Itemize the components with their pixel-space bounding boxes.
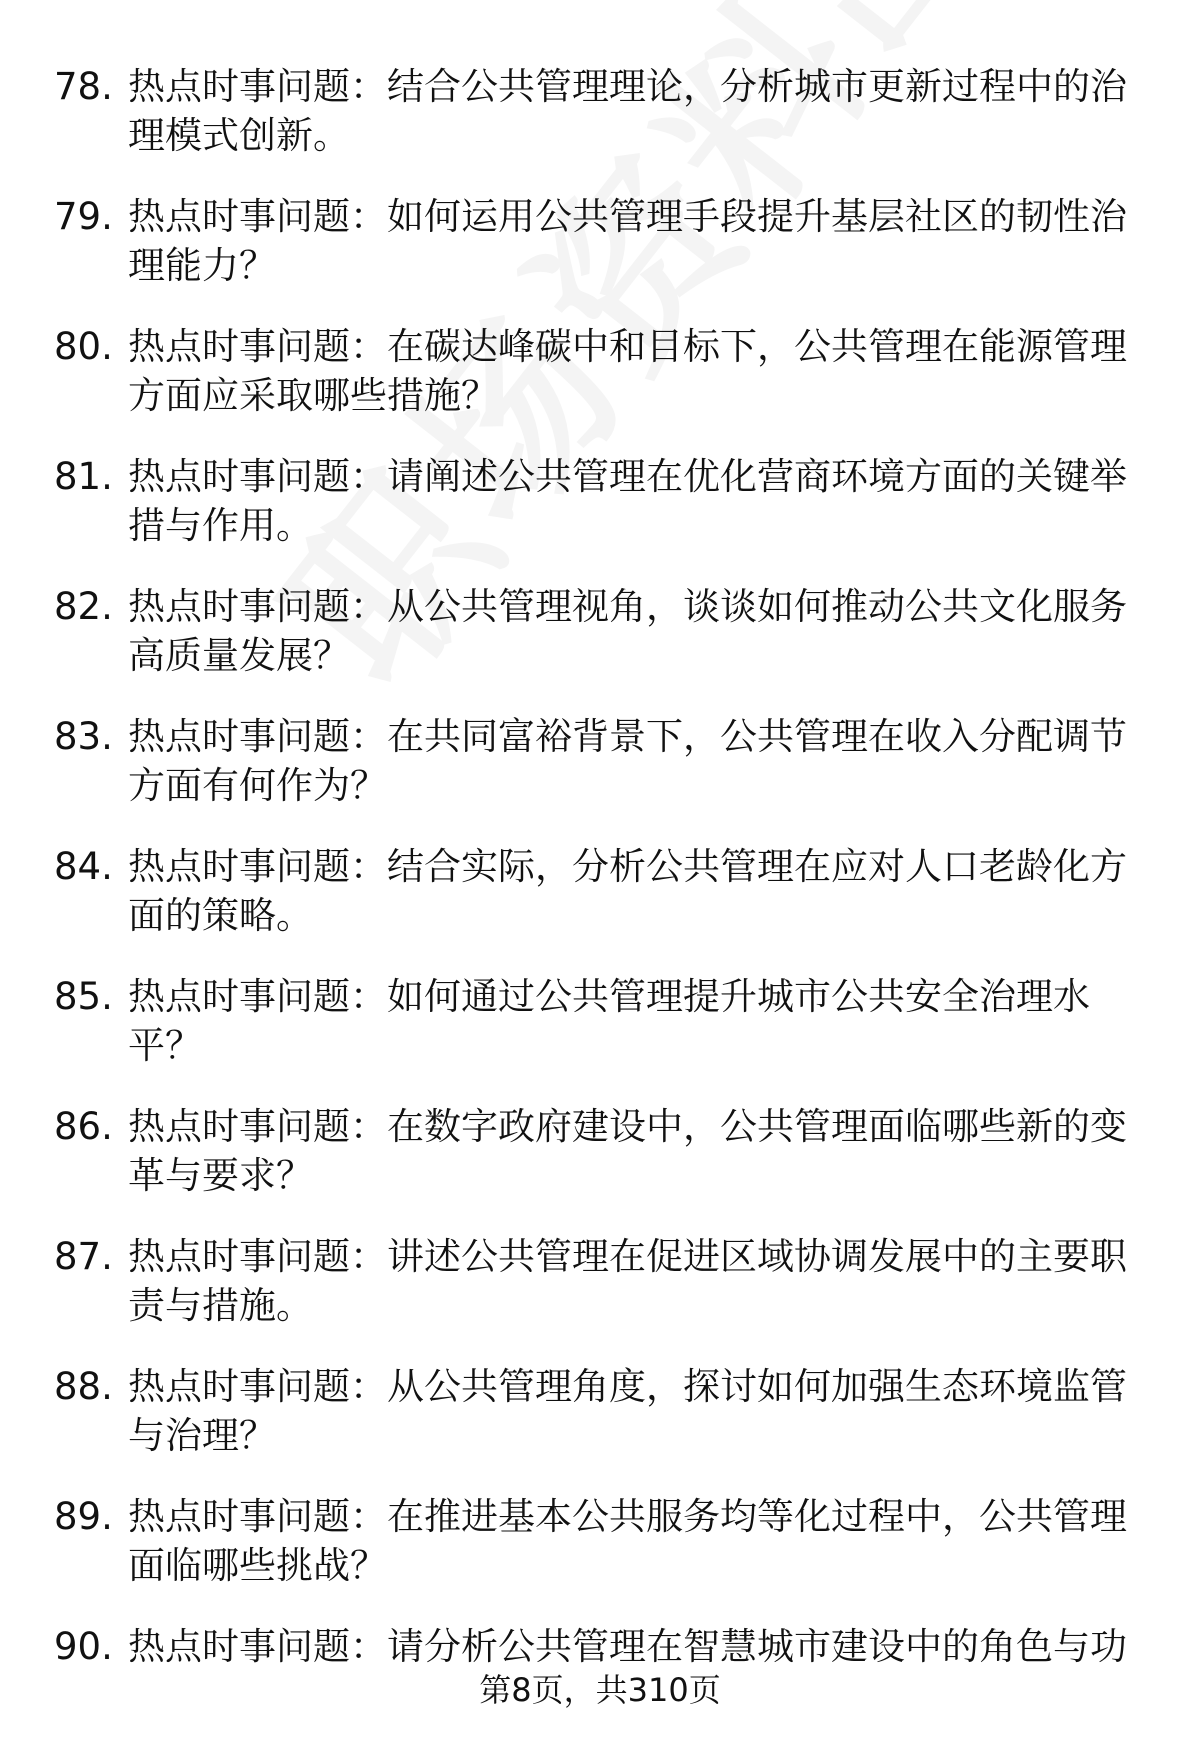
question-number: 82. <box>54 585 113 628</box>
question-number: 84. <box>54 845 113 888</box>
list-item <box>0 1232 1200 1330</box>
list-item <box>0 322 1200 420</box>
question-number: 89. <box>54 1495 113 1538</box>
question-text: 热点时事问题：在推进基本公共服务均等化过程中，公共管理面临哪些挑战？ <box>128 1495 1127 1587</box>
question-text: 热点时事问题：在共同富裕背景下，公共管理在收入分配调节方面有何作为？ <box>128 715 1127 807</box>
question-text: 热点时事问题：结合公共管理理论，分析城市更新过程中的治理模式创新。 <box>128 65 1127 157</box>
list-item <box>0 1492 1200 1590</box>
question-number: 80. <box>54 325 113 368</box>
question-text: 热点时事问题：从公共管理视角，谈谈如何推动公共文化服务高质量发展？ <box>128 585 1127 677</box>
question-number: 87. <box>54 1235 113 1278</box>
question-number: 83. <box>54 715 113 758</box>
list-item <box>0 972 1200 1070</box>
question-number: 85. <box>54 975 113 1018</box>
question-text: 热点时事问题：讲述公共管理在促进区域协调发展中的主要职责与措施。 <box>128 1235 1127 1327</box>
question-text: 热点时事问题：请分析公共管理在智慧城市建设中的角色与功 <box>128 1625 1127 1668</box>
list-item <box>0 712 1200 810</box>
list-item <box>0 62 1200 160</box>
question-text: 热点时事问题：从公共管理角度，探讨如何加强生态环境监管与治理？ <box>128 1365 1127 1457</box>
question-list <box>0 62 1200 1671</box>
question-number: 78. <box>54 65 113 108</box>
list-item <box>0 842 1200 940</box>
list-item <box>0 1102 1200 1200</box>
question-text: 热点时事问题：如何通过公共管理提升城市公共安全治理水平？ <box>128 975 1090 1067</box>
question-text: 热点时事问题：结合实际，分析公共管理在应对人口老龄化方面的策略。 <box>128 845 1127 937</box>
question-number: 88. <box>54 1365 113 1408</box>
list-item <box>0 192 1200 290</box>
page-footer: 第8页，共310页 <box>479 1671 721 1709</box>
question-text: 热点时事问题：在碳达峰碳中和目标下，公共管理在能源管理方面应采取哪些措施？ <box>128 325 1127 417</box>
list-item <box>0 452 1200 550</box>
list-item <box>0 1622 1200 1671</box>
question-text: 热点时事问题：在数字政府建设中，公共管理面临哪些新的变革与要求？ <box>128 1105 1127 1197</box>
list-item <box>0 582 1200 680</box>
list-item <box>0 1362 1200 1460</box>
question-number: 90. <box>54 1625 113 1668</box>
question-number: 81. <box>54 455 113 498</box>
question-number: 86. <box>54 1105 113 1148</box>
question-number: 79. <box>54 195 113 238</box>
question-text: 热点时事问题：如何运用公共管理手段提升基层社区的韧性治理能力？ <box>128 195 1127 287</box>
question-text: 热点时事问题：请阐述公共管理在优化营商环境方面的关键举措与作用。 <box>128 455 1127 547</box>
